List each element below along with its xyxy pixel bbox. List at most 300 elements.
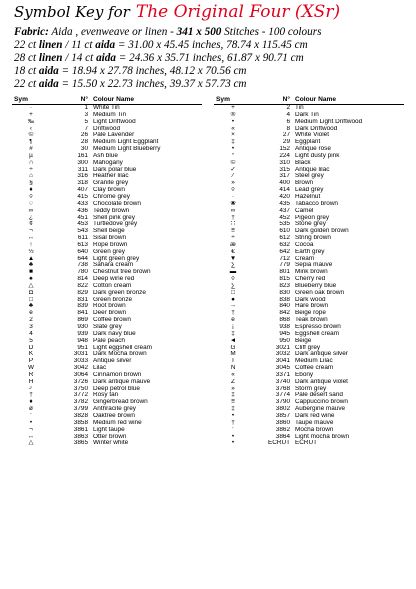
colour-name-cell: Deer brown <box>93 310 127 317</box>
symbol-cell: † <box>231 419 235 426</box>
colour-name-cell: Ash blue <box>93 152 118 159</box>
colour-name-cell: Oaktree brown <box>93 412 135 419</box>
colour-name-cell: Turtledove grey <box>93 221 138 228</box>
number-cell: 838 <box>279 296 290 303</box>
colour-name-cell: Dark antique violet <box>295 378 348 385</box>
number-cell: 3 <box>84 111 88 118</box>
table-row <box>12 297 202 304</box>
colour-name-cell: Dark Tin <box>295 111 319 118</box>
colour-name-cell: Medium Light Blueberry <box>93 146 161 153</box>
table-row <box>12 180 202 187</box>
table-row <box>12 146 202 153</box>
colour-name-cell: Lead grey <box>295 187 324 194</box>
symbol-cell: ′ <box>232 426 234 433</box>
table-row <box>214 221 404 228</box>
colour-name-cell: Dark wood <box>295 296 326 303</box>
table-row <box>12 201 202 208</box>
number-cell: 945 <box>279 330 290 337</box>
colour-name-cell: Green grey <box>93 248 125 255</box>
stitch-size: 341 x 500 <box>176 26 222 38</box>
symbol-cell: ⁄ <box>232 173 234 180</box>
table-row <box>214 269 404 276</box>
symbol-cell: 3 <box>29 324 33 330</box>
colour-name-cell: Winter white <box>93 440 129 447</box>
number-cell: 27 <box>282 132 290 139</box>
colour-name-cell: Light Driftwood <box>93 118 136 125</box>
symbol-cell: • <box>231 118 235 125</box>
number-cell: 451 <box>77 214 88 221</box>
number-cell: 613 <box>77 241 88 248</box>
symbol-cell: W <box>27 365 35 372</box>
symbol-cell: ∑ <box>230 262 236 269</box>
table-row <box>214 235 404 242</box>
symbol-cell: æ <box>230 241 236 248</box>
colour-name-cell: Blueberry blue <box>295 282 337 289</box>
table-row <box>214 105 404 112</box>
colour-name-cell: Medium Light Driftwood <box>295 118 363 125</box>
colour-name-cell: Shell pink grey <box>93 214 135 221</box>
colour-name-cell: Tin <box>295 105 304 111</box>
number-cell: 3042 <box>73 365 88 372</box>
symbol-cell: § <box>29 180 33 187</box>
number-cell: 3862 <box>275 426 290 433</box>
number-cell: 823 <box>279 282 290 289</box>
symbol-cell: ¡ <box>231 324 235 330</box>
table-row <box>12 379 202 386</box>
number-cell: 951 <box>77 344 88 351</box>
number-cell: 839 <box>77 303 88 310</box>
colour-name-cell: Beige rope <box>295 310 326 317</box>
colour-name-cell: Teak brown <box>295 317 328 324</box>
colour-name-cell: Sisal brown <box>93 235 127 242</box>
symbol-cell: ◊ <box>29 193 33 200</box>
number-cell: 2 <box>286 105 290 111</box>
header-number: N° <box>80 96 88 103</box>
number-cell: 300 <box>77 159 88 166</box>
number-cell: 4 <box>286 111 290 118</box>
colour-name-cell: Chestnut tree brown <box>93 269 151 276</box>
number-cell: 26 <box>80 132 88 139</box>
table-row <box>12 440 202 447</box>
number-cell: 3782 <box>73 399 88 406</box>
table-row <box>214 153 404 160</box>
colour-name-cell: White Violet <box>295 132 329 139</box>
table-row <box>12 235 202 242</box>
table-header <box>12 96 202 105</box>
colour-name-cell: Dark green bronze <box>93 289 146 296</box>
number-cell: 644 <box>77 255 88 262</box>
number-cell: 632 <box>279 241 290 248</box>
table-row <box>12 434 202 441</box>
table-row <box>214 256 404 263</box>
size-line: 28 ct linen / 14 ct aida = 24.36 x 35.71 inches, 61.87 x 90.71 cm <box>14 52 304 64</box>
number-cell: 310 <box>279 159 290 166</box>
colour-name-cell: Steel grey <box>295 173 324 180</box>
colour-name-cell: Otter brown <box>93 433 127 440</box>
number-cell: 3799 <box>73 406 88 413</box>
colour-name-cell: Light eggshell cream <box>93 344 152 351</box>
table-row <box>12 420 202 427</box>
symbol-cell: ÷ <box>231 235 235 242</box>
table-row <box>12 310 202 317</box>
number-cell: 712 <box>279 255 290 262</box>
number-cell: 930 <box>77 324 88 330</box>
symbol-cell: é <box>29 310 33 317</box>
symbol-cell: ↔ <box>27 433 35 440</box>
table-row <box>12 160 202 167</box>
colour-name-cell: Camel <box>295 207 314 214</box>
symbol-cell: ↑ <box>29 241 33 248</box>
number-cell: 3802 <box>275 406 290 413</box>
colour-name-cell: Brown <box>295 180 314 187</box>
symbol-cell: ø <box>29 406 33 413</box>
symbol-cell: △ <box>28 440 34 447</box>
number-cell: 161 <box>77 152 88 159</box>
table-row <box>214 399 404 406</box>
symbol-cell: + <box>29 111 33 118</box>
colour-name-cell: Coffee cream <box>295 365 334 372</box>
number-cell: 612 <box>279 235 290 242</box>
symbol-cell: † <box>231 310 235 317</box>
colour-name-cell: Eggshell cream <box>295 330 340 337</box>
table-row <box>214 358 404 365</box>
table-row <box>12 139 202 146</box>
table-row <box>12 283 202 290</box>
table-row <box>12 194 202 201</box>
table-row <box>12 119 202 126</box>
symbol-cell: · <box>29 105 33 111</box>
table-row <box>214 262 404 269</box>
table-row <box>214 365 404 372</box>
table-row <box>214 290 404 297</box>
colour-name-cell: Light taupe <box>93 426 125 433</box>
number-cell: 8 <box>286 125 290 132</box>
number-cell: 3750 <box>73 385 88 392</box>
table-row <box>12 413 202 420</box>
table-row <box>214 126 404 133</box>
colour-name-cell: Slate grey <box>93 324 122 330</box>
symbol-cell: ¢ <box>29 221 33 228</box>
symbol-cell: • <box>231 440 235 447</box>
colour-name-cell: Mink brown <box>295 269 328 276</box>
colour-name-cell: Ebony <box>295 371 314 378</box>
number-cell: 822 <box>77 282 88 289</box>
colour-name-cell: Medium red wine <box>93 419 142 426</box>
symbol-cell: + <box>231 105 235 111</box>
table-row <box>12 303 202 310</box>
table-row <box>12 331 202 338</box>
colour-name-cell: Antique silver <box>93 358 132 365</box>
number-cell: 642 <box>279 248 290 255</box>
symbol-cell: ° <box>231 152 235 159</box>
colour-name-cell: Beige <box>295 337 312 344</box>
symbol-cell: ‡ <box>231 392 235 399</box>
symbol-cell: ◊ <box>231 187 235 194</box>
table-row <box>214 440 404 447</box>
symbol-cell: ▼ <box>229 255 237 262</box>
symbol-cell: ∑ <box>230 282 236 289</box>
colour-name-cell: Coffee brown <box>93 317 131 324</box>
number-cell: 3865 <box>73 440 88 447</box>
number-cell: 420 <box>279 193 290 200</box>
symbol-cell: □ <box>231 289 235 296</box>
number-cell: ECRUT <box>267 440 290 447</box>
table-row <box>12 386 202 393</box>
colour-name-cell: Sahara cream <box>93 262 134 269</box>
colour-name-cell: Cinnamon brown <box>93 371 142 378</box>
colour-name-cell: Gingerbread brown <box>93 399 148 406</box>
symbol-cell: × <box>231 132 235 139</box>
colour-name-cell: Tabacco brown <box>295 200 338 207</box>
number-cell: 840 <box>279 303 290 310</box>
colour-name-cell: Anthracite grey <box>93 406 136 413</box>
symbol-cell: ∩ <box>28 159 34 166</box>
number-cell: 868 <box>279 317 290 324</box>
symbol-cell: ◊ <box>231 276 235 283</box>
colour-name-cell: Clay brown <box>93 187 125 194</box>
symbol-cell: M <box>230 351 236 358</box>
table-row <box>214 310 404 317</box>
number-cell: 7 <box>84 125 88 132</box>
table-row <box>12 187 202 194</box>
table-row <box>214 119 404 126</box>
number-cell: 315 <box>279 166 290 173</box>
table-row <box>214 386 404 393</box>
table-row <box>12 167 202 174</box>
colour-name-cell: Granite grey <box>93 180 129 187</box>
colour-name-cell: Aubergine mauve <box>295 406 346 413</box>
symbol-cell: ∷ <box>230 221 236 228</box>
table-row <box>214 392 404 399</box>
symbol-cell: » <box>231 385 235 392</box>
table-row <box>12 317 202 324</box>
number-cell: 841 <box>77 310 88 317</box>
table-row <box>12 351 202 358</box>
colour-name-cell: Green bronze <box>93 296 133 303</box>
table-row <box>12 256 202 263</box>
table-row <box>12 262 202 269</box>
table-row <box>12 228 202 235</box>
fabric-line <box>14 26 414 39</box>
colour-name-cell: Deep wine red <box>93 276 135 283</box>
symbol-cell: T <box>231 358 235 365</box>
table-row <box>214 276 404 283</box>
symbol-cell: K <box>28 351 34 358</box>
number-cell: 869 <box>77 317 88 324</box>
symbol-cell: △ <box>28 282 34 289</box>
table-row <box>214 242 404 249</box>
table-row <box>214 180 404 187</box>
colour-name-cell: Hare brown <box>295 303 329 310</box>
colour-name-cell: Cream <box>295 255 315 262</box>
table-row <box>12 215 202 222</box>
colour-name-cell: Light green grey <box>93 255 140 262</box>
colour-name-cell: Dark navy blue <box>93 330 136 337</box>
colour-name-cell: Light dusty pink <box>295 152 340 159</box>
symbol-cell: ● <box>231 296 235 303</box>
symbol-cell: • <box>231 146 235 153</box>
colour-name-cell: Dark golden brown <box>295 228 349 235</box>
table-row <box>12 221 202 228</box>
symbol-cell: P <box>28 358 34 365</box>
number-cell: 415 <box>77 193 88 200</box>
colour-name-cell: Rosy tan <box>93 392 119 399</box>
symbol-cell: ′ <box>30 412 32 419</box>
header-colour-name: Colour Name <box>295 96 337 103</box>
colour-table-right <box>214 96 404 447</box>
number-cell: 3774 <box>275 392 290 399</box>
symbol-cell: ♠ <box>29 276 33 283</box>
table-row <box>12 324 202 331</box>
colour-name-cell: Black <box>295 159 311 166</box>
table-header <box>214 96 404 105</box>
number-cell: 3860 <box>275 419 290 426</box>
colour-name-cell: Espresso brown <box>295 324 341 330</box>
number-cell: 3790 <box>275 399 290 406</box>
symbol-cell: ∞ <box>28 207 34 214</box>
table-row <box>12 427 202 434</box>
number-cell: 3033 <box>73 358 88 365</box>
number-cell: 948 <box>77 337 88 344</box>
colour-name-cell: Mocha brown <box>295 426 334 433</box>
fabric-label: Fabric: <box>14 26 49 38</box>
number-cell: 452 <box>279 214 290 221</box>
table-row <box>214 132 404 139</box>
header-sym: Sym <box>14 96 28 103</box>
symbol-cell: ≡ <box>231 228 235 235</box>
number-cell: 814 <box>77 276 88 283</box>
number-cell: 317 <box>279 173 290 180</box>
colour-name-cell: Taupe mauve <box>295 419 334 426</box>
number-cell: 938 <box>279 324 290 330</box>
symbol-cell: • <box>231 433 235 440</box>
colour-name-cell: Medium Lilac <box>295 358 333 365</box>
number-cell: 738 <box>77 262 88 269</box>
table-row <box>214 201 404 208</box>
number-cell: 3861 <box>73 426 88 433</box>
number-cell: 3858 <box>73 419 88 426</box>
table-row <box>214 167 404 174</box>
colour-name-cell: Stone grey <box>295 221 326 228</box>
number-cell: 3045 <box>275 365 290 372</box>
colour-name-cell: Cocoa <box>295 241 314 248</box>
symbol-cell: © <box>28 132 34 139</box>
colour-name-cell: Light mocha brown <box>295 433 349 440</box>
symbol-cell: ▬ <box>229 269 237 276</box>
colour-name-cell: Dark polar blue <box>93 166 137 173</box>
colour-name-cell: Teddy brown <box>93 207 130 214</box>
symbol-cell: ‹ <box>29 125 33 132</box>
table-row <box>12 126 202 133</box>
colour-name-cell: Rope brown <box>93 241 128 248</box>
number-cell: 3032 <box>275 351 290 358</box>
number-cell: 780 <box>77 269 88 276</box>
number-cell: 29 <box>282 139 290 146</box>
table-row <box>214 112 404 119</box>
table-row <box>214 208 404 215</box>
table-row <box>12 153 202 160</box>
number-cell: 3371 <box>275 371 290 378</box>
colour-name-cell: Cappuccino brown <box>295 399 348 406</box>
table-row <box>12 406 202 413</box>
fabric-tail: Stitches - 100 colours <box>224 26 322 38</box>
colour-name-cell: White Tin <box>93 105 120 111</box>
symbol-cell: ‰ <box>27 118 35 125</box>
colour-name-cell: Cotton cream <box>93 282 132 289</box>
symbol-cell: · <box>231 193 235 200</box>
table-row <box>12 173 202 180</box>
table-row <box>214 427 404 434</box>
symbol-cell: □ <box>29 296 33 303</box>
table-row <box>214 160 404 167</box>
table-row <box>12 132 202 139</box>
symbol-cell: ‡ <box>231 139 235 146</box>
table-row <box>12 290 202 297</box>
colour-name-cell: Dark antique mauve <box>93 378 151 385</box>
table-row <box>214 434 404 441</box>
number-cell: 543 <box>77 228 88 235</box>
symbol-cell: • <box>29 419 33 426</box>
symbol-cell: N <box>230 365 236 372</box>
symbol-cell: ≡ <box>231 399 235 406</box>
colour-name-cell: Pale peach <box>93 337 125 344</box>
number-cell: 3740 <box>275 378 290 385</box>
symbol-cell: ♣ <box>28 303 34 310</box>
colour-name-cell: Hazelnut <box>295 193 321 200</box>
number-cell: 640 <box>77 248 88 255</box>
number-cell: 407 <box>77 187 88 194</box>
colour-name-cell: Chrome grey <box>93 193 130 200</box>
number-cell: 318 <box>77 180 88 187</box>
number-cell: 3828 <box>73 412 88 419</box>
colour-name-cell: Lilac <box>93 365 107 372</box>
number-cell: 437 <box>279 207 290 214</box>
symbol-cell: D <box>28 344 34 351</box>
colour-name-cell: Storm grey <box>295 385 327 392</box>
number-cell: 831 <box>77 296 88 303</box>
size-line: 22 ct aida = 15.50 x 22.73 inches, 39.37 x 57.73 cm <box>14 78 247 90</box>
page-title <box>14 2 414 24</box>
symbol-cell: ¶ <box>29 139 33 146</box>
number-cell: 535 <box>279 221 290 228</box>
table-row <box>214 317 404 324</box>
symbol-cell: « <box>231 125 235 132</box>
table-row <box>12 372 202 379</box>
colour-name-cell: Dark Mocha brown <box>93 351 147 358</box>
symbol-cell: # <box>29 146 33 153</box>
symbol-cell: Z <box>231 378 235 385</box>
symbol-cell: ♦ <box>29 399 33 406</box>
number-cell: 3864 <box>275 433 290 440</box>
table-row <box>214 406 404 413</box>
table-row <box>12 338 202 345</box>
colour-name-cell: Eggplant <box>295 139 321 146</box>
symbol-cell: ♣ <box>28 262 34 269</box>
symbol-cell: • <box>231 412 235 419</box>
symbol-cell: → <box>229 303 237 310</box>
number-cell: 453 <box>77 221 88 228</box>
number-cell: 939 <box>77 330 88 337</box>
colour-name-cell: Pale Lavender <box>93 132 135 139</box>
symbol-cell: ▲ <box>27 255 35 262</box>
symbol-cell: ┘ <box>28 385 34 392</box>
symbol-cell: ♦ <box>29 187 33 194</box>
symbol-cell: ÷ <box>29 166 33 173</box>
number-cell: 3768 <box>275 385 290 392</box>
table-row <box>12 208 202 215</box>
table-row <box>12 276 202 283</box>
title-pattern-name: The Original Four (XSr) <box>135 2 341 22</box>
